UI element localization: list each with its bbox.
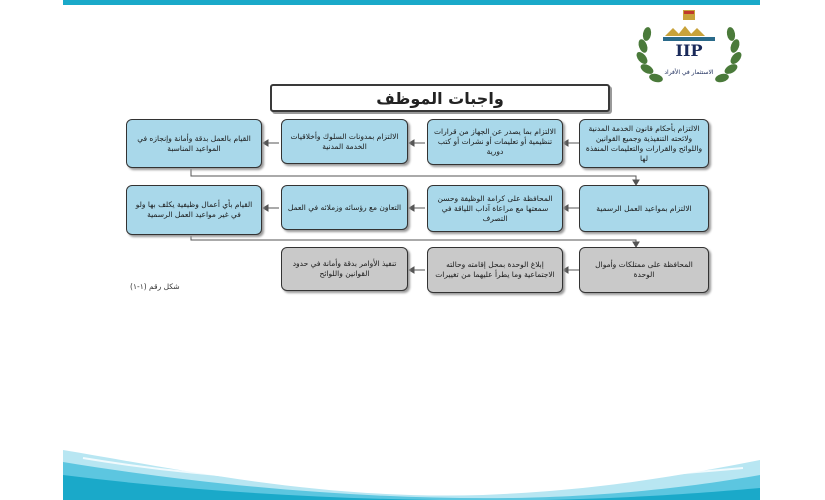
diagram-title: واجبات الموظف [270,84,610,112]
laurel-logo-icon [633,6,745,94]
duty-box-8: القيام بأي أعمال وظيفية يكلف بها ولو في غير مواعيد العمل الرسمية [126,185,262,235]
duty-box-11: تنفيذ الأوامر بدقة وأمانة في حدود القوانين واللوائح [281,247,408,291]
duty-box-4: القيام بالعمل بدقة وأمانة وإنجازه في المواعيد المناسبة [126,119,262,168]
top-accent-bar [63,0,760,5]
duty-box-2: الالتزام بما يصدر عن الجهاز من قرارات تنظيمية أو تعليمات أو نشرات أو كتب دورية [427,119,563,165]
figure-caption: شكل رقم (١-١) [130,282,180,291]
duty-box-10: إبلاغ الوحدة بمحل إقامته وحالته الاجتماعية وما يطرأ عليهما من تغييرات [427,247,563,293]
decorative-waves [63,440,760,500]
svg-text:الاستثمار في الأفراد: الاستثمار في الأفراد [664,69,714,76]
duty-box-3: الالتزام بمدونات السلوك وأخلاقيات الخدمة المدنية [281,119,408,164]
iip-logo [633,6,745,94]
duty-box-9: المحافظة على ممتلكات وأموال الوحدة [579,247,709,293]
duty-box-1: الالتزام بأحكام قانون الخدمة المدنية ولائحته التنفيذية وجميع القوانين واللوائح والقرارات والتعليمات المنفذة لها [579,119,709,168]
duty-box-5: الالتزام بمواعيد العمل الرسمية [579,185,709,232]
duty-box-6: المحافظة على كرامة الوظيفة وحسن سمعتها مع مراعاة آداب اللياقة في التصرف [427,185,563,232]
duty-box-7: التعاون مع رؤسائه وزملائه في العمل [281,185,408,230]
svg-text:IIP: IIP [675,41,703,60]
